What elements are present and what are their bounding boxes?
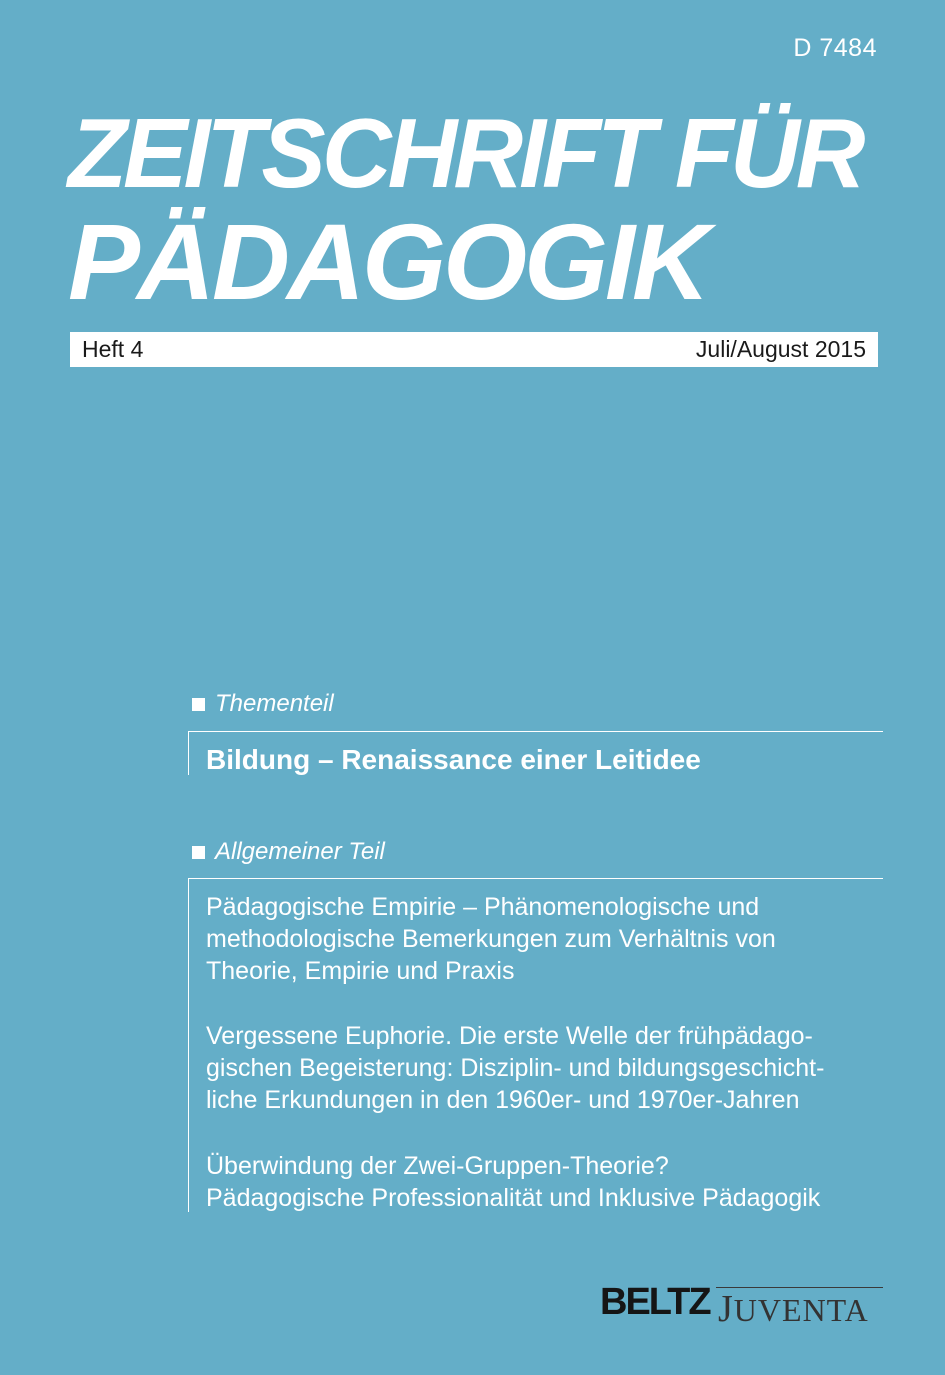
article-line: methodologische Bemerkungen zum Verhältnis von [206, 925, 776, 953]
journal-title-line1: ZEITSCHRIFT FÜR [68, 98, 862, 208]
theme-title: Bildung – Renaissance einer Leitidee [206, 744, 701, 775]
article-line: Pädagogische Professionalität und Inklusive Pädagogik [206, 1184, 821, 1212]
article-line: Pädagogische Empirie – Phänomenologische und [206, 893, 760, 921]
publisher-logo-juventa [718, 1290, 869, 1328]
square-bullet-icon [192, 846, 205, 859]
publisher-logo-juventa-rest: UVENTA [733, 1292, 869, 1328]
issue-number: Heft 4 [82, 336, 144, 362]
publisher-logo-rule [716, 1287, 883, 1288]
issue-bar [70, 332, 878, 367]
article-line: Vergessene Euphorie. Die erste Welle der frühpädago- [206, 1022, 813, 1050]
publisher-logo-beltz: BELTZ [600, 1281, 710, 1323]
article-item [206, 891, 876, 987]
square-bullet-icon [192, 698, 205, 711]
general-section-label: Allgemeiner Teil [215, 838, 385, 865]
article-item [206, 1150, 876, 1214]
publisher-logo-juventa-initial: J [718, 1288, 734, 1330]
journal-title-line2: PÄDAGOGIK [68, 201, 708, 322]
issue-date: Juli/August 2015 [695, 336, 866, 362]
article-line: gischen Begeisterung: Disziplin- und bildungsgeschicht- [206, 1054, 825, 1082]
article-line: liche Erkundungen in den 1960er- und 1970er-Jahren [206, 1086, 800, 1114]
article-line: Überwindung der Zwei-Gruppen-Theorie? [206, 1152, 669, 1180]
article-line: Theorie, Empirie und Praxis [206, 957, 515, 985]
article-item [206, 1020, 876, 1116]
issue-code: D 7484 [793, 34, 877, 62]
general-section-heading [192, 838, 385, 866]
theme-section-label: Thementeil [215, 690, 334, 717]
theme-section-heading [192, 690, 334, 718]
